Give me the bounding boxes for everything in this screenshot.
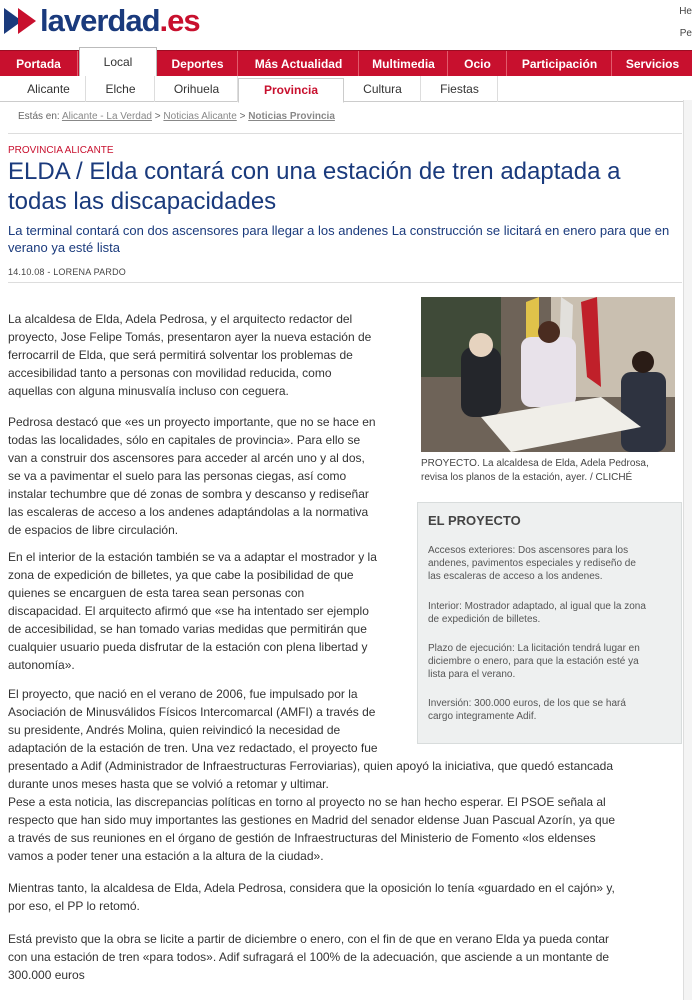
breadcrumb-link-provincia[interactable]: Noticias Provincia	[248, 111, 335, 122]
subnav-elche[interactable]: Elche	[87, 76, 155, 102]
site-logo[interactable]	[4, 3, 200, 38]
page-scrollbar[interactable]	[683, 100, 692, 1000]
breadcrumb-link-noticias[interactable]: Noticias Alicante	[163, 111, 237, 122]
article-subtitle: La terminal contará con dos ascensores para llegar a los andenes La construcción se licitará en enero para que en verano ya esté lista	[8, 223, 670, 255]
photo-caption: PROYECTO. La alcaldesa de Elda, Adela Pedrosa, revisa los planos de la estación, ayer. / CLICHÉ	[421, 458, 649, 483]
project-info-box	[417, 502, 682, 744]
article-photo[interactable]	[421, 297, 675, 452]
article-paragraph-1: La alcaldesa de Elda, Adela Pedrosa, y el arquitecto redactor del proyecto, Jose Felipe Tomás, presentaron ayer la nueva estación de ferrocarril de Elda, que será permitirá solventar los problemas de accesibilidad tanto a personas con movilidad reducida, como aquellas con alguna minusvalía incluso con ceguera.	[8, 312, 372, 398]
logo-text: laverdad.es	[40, 3, 200, 38]
util-link-2[interactable]: Pe	[679, 28, 692, 39]
breadcrumb-link-home[interactable]: Alicante - La Verdad	[61, 111, 152, 122]
article-paragraph-5: Pese a esta noticia, las discrepancias políticas en torno al proyecto no se han hecho esperar. El PSOE señala al respecto que han sido muy importantes las gestiones en Madrid del senador eldense Juan Pascual Azorín, ya que a través de sus reuniones en el órgano de gestión de Infraestructuras del Ministerio de Fomento «los eldenses vamos a poder tener una estación a la altura de la ciudad».	[8, 795, 616, 863]
subnav-cultura[interactable]: Cultura	[345, 76, 421, 102]
subnav-fiestas[interactable]: Fiestas	[422, 76, 498, 102]
box-title: EL PROYECTO	[428, 513, 521, 528]
site-header	[0, 0, 692, 48]
nav-participacion[interactable]: Participación	[508, 51, 612, 77]
subnav-orihuela[interactable]: Orihuela	[156, 76, 238, 102]
article-paragraph-4: El proyecto, que nació en el verano de 2006, fue impulsado por la Asociación de Minusválidos Físicos Intercomarcal (AMFI) a través de su presidente, Andrés Molina, quien reivindicó la necesidad de adaptación de la estación de tren. Una vez redactado, el proyecto fue presentado a Adif (Administrador de Infraestructuras Ferroviarias), quien apoyó la iniciativa, que quedó estancada durante unos meses hasta que se volvió a retomar y ultimar.	[8, 687, 614, 791]
nav-mas-actualidad[interactable]: Más Actualidad	[239, 51, 359, 77]
util-link-1[interactable]: He	[679, 6, 692, 17]
divider	[8, 282, 682, 283]
breadcrumb: Estás en: Alicante - La Verdad > Noticias Alicante > Noticias Provincia	[18, 111, 335, 122]
nav-multimedia[interactable]: Multimedia	[360, 51, 448, 77]
article-paragraph-7: Está previsto que la obra se licite a partir de diciembre o enero, con el fin de que en verano Elda ya pueda contar con una estación de tren «para todos». Adif sufragará el 100% de la adecuación, que asciende a un montante de 300.000 euros	[8, 932, 610, 982]
article-paragraph-3: En el interior de la estación también se va a adaptar el mostrador y la zona de expedición de billetes, ya que cabe la posibilidad de que quienes se encarguen de esta tarea sean personas con discapacidad. El arquitecto afirmó que «se ha intentado ser ejemplo de accesibilidad, se han tomado varias medidas que permitirán que cualquier usuario pueda disfrutar de la estación con plena libertad y autonomía».	[8, 550, 377, 672]
nav-portada[interactable]: Portada	[0, 51, 78, 77]
box-item-interior: Interior: Mostrador adaptado, al igual que la zona de expedición de billetes.	[428, 601, 646, 625]
article-paragraph-6: Mientras tanto, la alcaldesa de Elda, Adela Pedrosa, considera que la oposición lo tenía «guardado en el cajón» y, por eso, el PP lo retomó.	[8, 881, 615, 913]
photo-scene	[421, 297, 675, 452]
nav-servicios[interactable]: Servicios	[625, 57, 680, 71]
box-item-inversion: Inversión: 300.000 euros, de los que se hará cargo integramente Adif.	[428, 698, 626, 722]
article-byline: 14.10.08 - LORENA PARDO	[8, 267, 126, 277]
article-headline: ELDA / Elda contará con una estación de tren adaptada a todas las discapacidades	[8, 158, 621, 215]
subnav-alicante[interactable]: Alicante	[12, 76, 86, 102]
article-paragraph-2: Pedrosa destacó que «es un proyecto importante, que no se hace en todas las localidades, sólo en capitales de provincia». Para ello se van a construir dos ascensores para acceder al arcén uno y al dos, se va a pavimentar el suelo para las personas ciegas, así como instalar techumbre que dé zonas de sombra y descanso y rediseñar las escaleras de acceso a los andenes adaptándolas a la normativa de espacios de libre circulación.	[8, 415, 376, 537]
main-nav	[0, 50, 692, 76]
nav-local[interactable]: Local	[79, 47, 157, 77]
logo-arrows-icon	[4, 6, 40, 36]
subnav-provincia[interactable]: Provincia	[238, 78, 344, 103]
box-item-plazo: Plazo de ejecución: La licitación tendrá lugar en diciembre o enero, para que la estación esté ya lista para el verano.	[428, 643, 640, 680]
sub-nav	[0, 76, 692, 102]
nav-ocio[interactable]: Ocio	[449, 51, 507, 77]
nav-deportes[interactable]: Deportes	[158, 51, 238, 77]
box-item-accesos: Accesos exteriores: Dos ascensores para los andenes, pavimentos especiales y rediseño de las escaleras de acceso a los andenes.	[428, 545, 636, 582]
section-label: PROVINCIA ALICANTE	[8, 145, 114, 156]
divider	[8, 133, 682, 134]
